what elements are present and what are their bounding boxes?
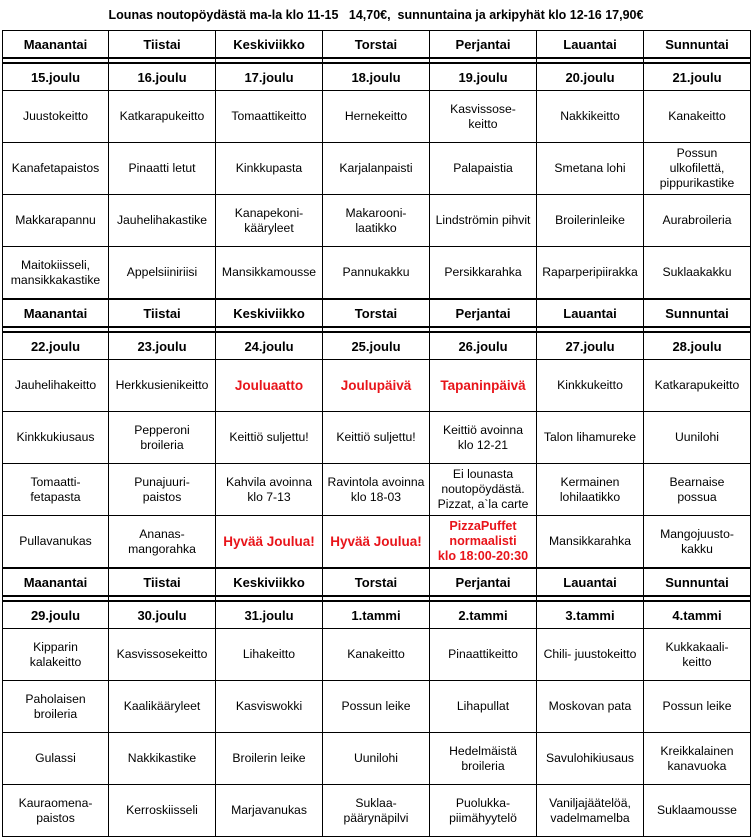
dish-cell — [644, 360, 751, 412]
dish-name: Herkkusienikeitto — [115, 378, 209, 392]
dish-cell — [109, 360, 216, 412]
dish-cell — [537, 247, 644, 300]
dish-cell — [216, 516, 323, 569]
dish-name: Ananas- mangorahka — [128, 526, 196, 556]
dish-name: Kasvissose- keitto — [450, 101, 516, 131]
dish-cell — [644, 195, 751, 247]
date-cell: 23.joulu — [109, 332, 216, 360]
dish-name: Hyvää Joulua! — [330, 533, 422, 549]
menu-row — [3, 247, 751, 300]
menu-row — [3, 195, 751, 247]
dish-cell — [644, 681, 751, 733]
dish-name: Pannukakku — [342, 265, 410, 279]
date-cell: 2.tammi — [430, 601, 537, 629]
dish-cell — [216, 785, 323, 837]
dish-name: Mangojuusto- kakku — [660, 526, 734, 556]
dish-name: Tapaninpäivä — [440, 377, 526, 393]
dish-cell — [644, 464, 751, 516]
dish-cell — [323, 464, 430, 516]
dish-cell — [216, 681, 323, 733]
date-cell: 31.joulu — [216, 601, 323, 629]
dish-cell — [109, 681, 216, 733]
dish-name: Suklaakakku — [662, 265, 732, 279]
dish-cell — [216, 247, 323, 300]
weekday-header: Sunnuntai — [644, 299, 751, 327]
dish-name: Kermainen lohilaatikko — [559, 474, 621, 504]
dish-cell — [430, 629, 537, 681]
dish-cell — [109, 143, 216, 195]
dish-name: Kahvila avoinna klo 7-13 — [225, 474, 313, 504]
dish-cell — [3, 91, 109, 143]
dish-name: Possun leike — [341, 699, 411, 713]
dish-cell — [216, 91, 323, 143]
dish-name: Uunilohi — [353, 751, 399, 765]
lunch-menu-table — [2, 30, 751, 837]
dish-name: Savulohikiusaus — [545, 751, 635, 765]
date-row — [3, 332, 751, 360]
menu-row — [3, 360, 751, 412]
dish-cell — [3, 247, 109, 300]
date-cell: 26.joulu — [430, 332, 537, 360]
dish-cell — [3, 629, 109, 681]
date-cell: 4.tammi — [644, 601, 751, 629]
dish-cell — [109, 785, 216, 837]
dish-cell — [216, 360, 323, 412]
dish-cell — [537, 143, 644, 195]
dish-name: Pullavanukas — [19, 534, 92, 548]
dish-name: Juustokeitto — [22, 109, 89, 123]
dish-cell — [216, 195, 323, 247]
date-cell: 29.joulu — [3, 601, 109, 629]
menu-row — [3, 412, 751, 464]
dish-cell — [537, 91, 644, 143]
dish-name: Keittiö suljettu! — [336, 430, 416, 444]
dish-name: Puolukka- piimähyytelö — [449, 795, 517, 825]
dish-cell — [216, 143, 323, 195]
dish-cell — [216, 733, 323, 785]
dish-cell — [3, 733, 109, 785]
weekday-header: Tiistai — [109, 31, 216, 59]
weekday-header: Tiistai — [109, 299, 216, 327]
dish-cell — [537, 360, 644, 412]
dish-name: Gulassi — [35, 751, 76, 765]
weekday-header: Perjantai — [430, 299, 537, 327]
dish-cell — [323, 412, 430, 464]
menu-row — [3, 785, 751, 837]
dish-name: Keittiö suljettu! — [229, 430, 309, 444]
dish-name: Hedelmäistä broileria — [449, 743, 517, 773]
dish-cell — [3, 143, 109, 195]
dish-name: Mansikkamousse — [221, 265, 317, 279]
dish-cell — [109, 91, 216, 143]
dish-name: Kreikkalainen kanavuoka — [660, 743, 734, 773]
dish-cell — [430, 195, 537, 247]
date-row — [3, 63, 751, 91]
dish-cell — [323, 629, 430, 681]
dish-cell — [430, 247, 537, 300]
date-cell: 27.joulu — [537, 332, 644, 360]
dish-name: Marjavanukas — [231, 803, 307, 817]
dish-name: Aurabroileria — [662, 213, 732, 227]
dish-name: Hernekeitto — [344, 109, 408, 123]
dish-cell — [109, 733, 216, 785]
dish-name: Kauraomena- paistos — [18, 795, 93, 825]
dish-name: Suklaamousse — [657, 803, 737, 817]
date-cell: 16.joulu — [109, 63, 216, 91]
dish-cell — [644, 143, 751, 195]
dish-cell — [644, 733, 751, 785]
dish-name: Tomaattikeitto — [231, 109, 307, 123]
dish-cell — [216, 464, 323, 516]
dish-name: Nakkikeitto — [560, 109, 620, 123]
dish-name: Broilerin leike — [232, 751, 306, 765]
dish-cell — [430, 360, 537, 412]
weekday-header-row — [3, 299, 751, 327]
dish-cell — [430, 516, 537, 569]
date-row — [3, 601, 751, 629]
menu-title: Lounas noutopöydästä ma-la klo 11-15 14,70€, sunnuntaina ja arkipyhät klo 12-16 17,90€ — [108, 8, 644, 22]
weekday-header: Maanantai — [3, 31, 109, 59]
dish-name: Lindströmin pihvit — [435, 213, 531, 227]
menu-row — [3, 629, 751, 681]
dish-name: Makkarapannu — [15, 213, 96, 227]
dish-name: Jauhelihakastike — [116, 213, 208, 227]
dish-name: Kinkkukeitto — [557, 378, 623, 392]
menu-row — [3, 681, 751, 733]
dish-name: Mansikkarahka — [549, 534, 631, 548]
dish-name: Lihakeitto — [242, 647, 296, 661]
date-cell: 19.joulu — [430, 63, 537, 91]
dish-name: Suklaa- päärynäpilvi — [343, 795, 409, 825]
menu-row — [3, 91, 751, 143]
date-cell: 17.joulu — [216, 63, 323, 91]
dish-name: Bearnaise possua — [669, 474, 725, 504]
date-cell: 3.tammi — [537, 601, 644, 629]
dish-cell — [109, 412, 216, 464]
weekday-header: Keskiviikko — [216, 299, 323, 327]
weekday-header-row — [3, 31, 751, 59]
dish-cell — [323, 143, 430, 195]
dish-cell — [109, 629, 216, 681]
dish-name: Kinkkupasta — [235, 161, 303, 175]
dish-cell — [430, 464, 537, 516]
weekday-header: Maanantai — [3, 299, 109, 327]
dish-cell — [644, 91, 751, 143]
dish-cell — [323, 733, 430, 785]
dish-cell — [3, 195, 109, 247]
dish-name: Kinkkukiusaus — [16, 430, 95, 444]
date-cell: 30.joulu — [109, 601, 216, 629]
dish-name: Jouluaatto — [234, 377, 304, 393]
dish-cell — [537, 629, 644, 681]
dish-name: Ei lounasta noutopöydästä. Pizzat, a`la carte — [437, 467, 529, 511]
dish-cell — [109, 464, 216, 516]
dish-cell — [323, 360, 430, 412]
dish-cell — [109, 247, 216, 300]
dish-name: Possun leike — [662, 699, 732, 713]
dish-cell — [537, 681, 644, 733]
dish-name: Kukkakaali- keitto — [665, 639, 729, 669]
dish-name: Vaniljajäätelöä, vadelmamelba — [549, 795, 631, 825]
dish-cell — [3, 464, 109, 516]
date-cell: 18.joulu — [323, 63, 430, 91]
dish-name: Broilerinleike — [555, 213, 625, 227]
dish-name: Hyvää Joulua! — [223, 533, 315, 549]
dish-name: Pinaattikeitto — [448, 647, 518, 661]
dish-name: Maitokiisseli, mansikkakastike — [10, 257, 101, 287]
dish-cell — [430, 143, 537, 195]
dish-name: Jauhelihakeitto — [14, 378, 97, 392]
dish-cell — [430, 733, 537, 785]
date-cell: 20.joulu — [537, 63, 644, 91]
dish-name: Joulupäivä — [340, 377, 412, 393]
dish-cell — [109, 516, 216, 569]
dish-name: Persikkarahka — [444, 265, 522, 279]
dish-name: PizzaPuffet normaalisti klo 18:00-20:30 — [437, 519, 529, 563]
date-cell: 28.joulu — [644, 332, 751, 360]
dish-cell — [3, 360, 109, 412]
dish-cell — [644, 516, 751, 569]
dish-name: Katkarapukeitto — [654, 378, 740, 392]
dish-name: Raparperipiirakka — [542, 265, 638, 279]
dish-cell — [430, 681, 537, 733]
weekday-header: Keskiviikko — [216, 31, 323, 59]
weekday-header: Perjantai — [430, 31, 537, 59]
dish-name: Tomaatti- fetapasta — [30, 474, 81, 504]
dish-name: Karjalanpaisti — [339, 161, 413, 175]
dish-name: Pinaatti letut — [128, 161, 196, 175]
dish-name: Makarooni- laatikko — [345, 205, 407, 235]
menu-row — [3, 143, 751, 195]
dish-cell — [323, 91, 430, 143]
dish-name: Kaalikääryleet — [123, 699, 201, 713]
dish-name: Paholaisen broileria — [25, 691, 86, 721]
date-cell: 22.joulu — [3, 332, 109, 360]
dish-cell — [430, 412, 537, 464]
dish-cell — [537, 412, 644, 464]
dish-cell — [644, 785, 751, 837]
date-cell: 1.tammi — [323, 601, 430, 629]
dish-cell — [644, 247, 751, 300]
dish-name: Pepperoni broileria — [134, 422, 190, 452]
dish-name: Kanafetapaistos — [11, 161, 100, 175]
weekday-header: Maanantai — [3, 568, 109, 596]
date-cell: 15.joulu — [3, 63, 109, 91]
dish-cell — [3, 785, 109, 837]
dish-cell — [323, 195, 430, 247]
weekday-header: Keskiviikko — [216, 568, 323, 596]
date-cell: 21.joulu — [644, 63, 751, 91]
dish-cell — [109, 195, 216, 247]
dish-name: Moskovan pata — [548, 699, 632, 713]
dish-cell — [644, 629, 751, 681]
dish-name: Katkarapukeitto — [119, 109, 205, 123]
dish-name: Possun ulkofilettä, pippurikastike — [659, 146, 735, 190]
menu-row — [3, 464, 751, 516]
dish-name: Talon lihamureke — [543, 430, 637, 444]
dish-cell — [323, 516, 430, 569]
weekday-header: Sunnuntai — [644, 31, 751, 59]
weekday-header: Lauantai — [537, 31, 644, 59]
dish-name: Kipparin kalakeitto — [29, 639, 82, 669]
date-cell: 25.joulu — [323, 332, 430, 360]
dish-cell — [323, 247, 430, 300]
dish-name: Kanakeitto — [347, 647, 405, 661]
dish-name: Kerroskiisseli — [126, 803, 198, 817]
weekday-header: Torstai — [323, 568, 430, 596]
dish-cell — [537, 733, 644, 785]
weekday-header: Torstai — [323, 299, 430, 327]
dish-cell — [430, 785, 537, 837]
menu-row — [3, 516, 751, 569]
dish-name: Ravintola avoinna klo 18-03 — [327, 474, 425, 504]
dish-cell — [537, 785, 644, 837]
weekday-header: Lauantai — [537, 568, 644, 596]
weekday-header: Perjantai — [430, 568, 537, 596]
dish-name: Appelsiiniriisi — [126, 265, 198, 279]
dish-cell — [537, 516, 644, 569]
weekday-header: Lauantai — [537, 299, 644, 327]
menu-row — [3, 733, 751, 785]
dish-cell — [323, 785, 430, 837]
weekday-header: Tiistai — [109, 568, 216, 596]
weekday-header: Torstai — [323, 31, 430, 59]
dish-cell — [323, 681, 430, 733]
dish-name: Uunilohi — [674, 430, 720, 444]
dish-cell — [216, 412, 323, 464]
dish-name: Kanakeitto — [668, 109, 726, 123]
dish-cell — [3, 681, 109, 733]
dish-name: Smetana lohi — [554, 161, 626, 175]
dish-cell — [216, 629, 323, 681]
dish-name: Kasviswokki — [235, 699, 303, 713]
dish-cell — [537, 464, 644, 516]
dish-name: Chili- juustokeitto — [543, 647, 637, 661]
dish-name: Kasvissosekeitto — [116, 647, 208, 661]
dish-cell — [430, 91, 537, 143]
dish-name: Kanapekoni- kääryleet — [234, 205, 304, 235]
weekday-header-row — [3, 568, 751, 596]
dish-name: Keittiö avoinna klo 12-21 — [443, 422, 523, 452]
dish-name: Lihapullat — [456, 699, 510, 713]
dish-name: Palapaistia — [453, 161, 513, 175]
dish-name: Punajuuri- paistos — [134, 474, 190, 504]
date-cell: 24.joulu — [216, 332, 323, 360]
dish-cell — [537, 195, 644, 247]
dish-cell — [3, 412, 109, 464]
dish-cell — [644, 412, 751, 464]
weekday-header: Sunnuntai — [644, 568, 751, 596]
dish-name: Nakkikastike — [127, 751, 197, 765]
dish-cell — [3, 516, 109, 569]
